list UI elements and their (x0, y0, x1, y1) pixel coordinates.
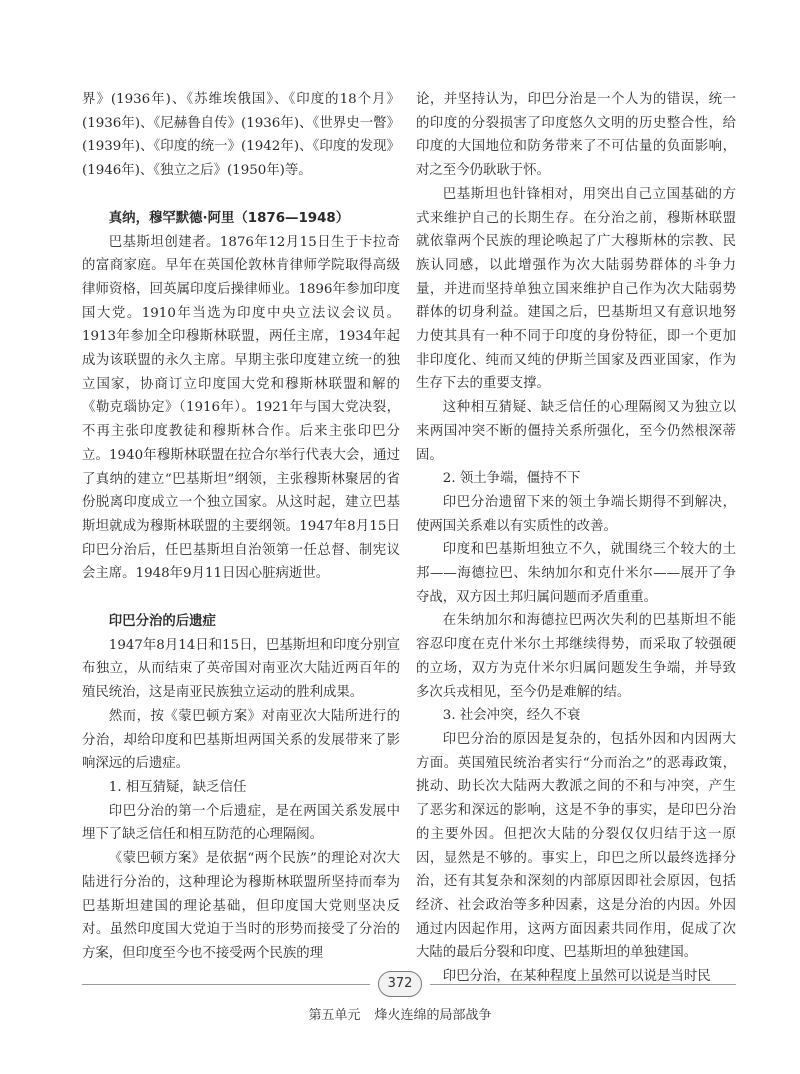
paragraph: 论，并坚持认为，印巴分治是一个人为的错误，统一的印度的分裂损害了印度悠久文明的历史整合性，给印度的大国地位和防务带来了不可估量的负面影响，对之至今仍耿耿于怀。 (416, 92, 736, 179)
paragraph: 这种相互猜疑、缺乏信任的心理隔阂又为独立以来两国冲突不断的僵持关系所强化，至今仍然根深蒂固。 (416, 400, 736, 463)
section-heading: 印巴分治的后遗症 (108, 614, 216, 630)
paragraph: 界》(1936年)、《苏维埃俄国》、《印度的18个月》(1936年)、《尼赫鲁自传》(1936年)、《世界史一瞥》(1939年)、《印度的统一》(1942年)、《印度的发现》(1946年)、《独立之后》(1950年)等。 (82, 92, 400, 179)
paragraph: 在朱纳加尔和海德拉巴两次失利的巴基斯坦不能容忍印度在克什米尔土邦继续得势，而采取了较强硬的立场，双方为克什米尔归属问题发生争端，并导致多次兵戎相见，至今仍是难解的结。 (416, 613, 736, 700)
paragraph: 1947年8月14日和15日，巴基斯坦和印度分别宣布独立，从而结束了英帝国对南亚次大陆近两百年的殖民统治，这是南亚民族独立运动的胜利成果。 (82, 637, 400, 701)
paragraph: 然而，按《蒙巴顿方案》对南亚次大陆所进行的分治，却给印度和巴基斯坦两国关系的发展带来了影响深远的后遗症。 (82, 708, 400, 772)
footer (0, 1004, 800, 1023)
biography-text: 巴基斯坦创建者。1876年12月15日生于卡拉奇的富商家庭。早年在英国伦敦林肯律师学院取得高级律师资格，回英属印度后操律师业。1896年参加印度国大党。1910年当选为印度中央立法议会议员。1913年参加全印穆斯林联盟，两任主席，1934年起成为该联盟的永久主席。早期主张印度建立统一的独立国家，协商订立印度国大党和穆斯林联盟和解的《勒克瑙协定》（1916年）。1921年与国大党决裂，不再主张印度教徒和穆斯林合作。后来主张印巴分立。1940年穆斯林联盟在拉合尔举行代表大会，通过了真纳的建立“巴基斯坦”纲领，主张穆斯林聚居的省份脱离印度成立一个独立国家。从这时起，建立巴基斯坦就成为穆斯林联盟的主要纲领。1947年8月15日印巴分治后，任巴基斯坦自治领第一任总督、制宪议会主席。1948年9月11日因心脏病逝世。 (82, 234, 400, 582)
paragraph: 印巴分治的原因是复杂的，包括外因和内因两大方面。英国殖民统治者实行“分而治之”的恶毒政策，挑动、助长次大陆两大教派之间的不和与冲突，产生了恶劣和深远的影响，这是不争的事实，是印巴分治的主要外因。但把次大陆的分裂仅仅归结于这一原因，显然是不够的。事实上，印巴之所以最终选择分治，还有其复杂和深刻的内部原因即社会原因，包括经济、社会政治等多种因素，这是分治的内因。外因通过内因起作用，这两方面因素共同作用，促成了次大陆的最后分裂和印度、巴基斯坦的单独建国。 (416, 731, 736, 961)
paragraph: 印度和巴基斯坦独立不久，就围绕三个较大的土邦——海德拉巴、朱纳加尔和克什米尔——展开了争夺战，双方因土邦归属问题而矛盾重重。 (416, 542, 736, 605)
paragraph: 印巴分治遗留下来的领土争端长期得不到解决，使两国关系难以有实质性的改善。 (416, 494, 736, 534)
right-column (416, 88, 736, 989)
paragraph: 印巴分治，在某种程度上虽然可以说是当时民 (442, 969, 711, 985)
footer-title: 烽火连绵的局部战争 (374, 1008, 492, 1023)
subheading: 2. 领土争端，僵持不下 (442, 471, 581, 487)
page-number-badge (370, 970, 430, 998)
paragraph: 印巴分治的第一个后遗症，是在两国关系发展中埋下了缺乏信任和相互防范的心理隔阂。 (82, 803, 400, 843)
paragraph: 巴基斯坦也针锋相对，用突出自己立国基础的方式来维护自己的长期生存。在分治之前，穆斯林联盟就依靠两个民族的理论唤起了广大穆斯林的宗教、民族认同感，以此增强作为次大陆弱势群体的斗争力量，并进而坚持单独立国来维护自己作为次大陆弱势群体的切身利益。建国之后，巴基斯坦又有意识地努力使其具有一种不同于印度的身份特征，即一个更加非印度化、纯而又纯的伊斯兰国家及西亚国家，作为生存下去的重要支撑。 (416, 186, 736, 392)
subheading: 1. 相互猜疑，缺乏信任 (108, 779, 247, 795)
footer-unit: 第五单元 (308, 1008, 361, 1023)
paragraph: 《蒙巴顿方案》是依据“两个民族”的理论对次大陆进行分治的，这种理论为穆斯林联盟所坚持而奉为巴基斯坦建国的理论基础，但印度国大党则坚决反对。虽然印度国大党迫于当时的形势而接受了分治的方案，但印度至今也不接受两个民族的理 (82, 851, 400, 961)
biography-heading: 真纳，穆罕默德·阿里（1876—1948） (108, 210, 350, 226)
left-column (82, 88, 400, 966)
subheading: 3. 社会冲突，经久不衰 (442, 708, 581, 724)
page-number: 372 (378, 971, 422, 997)
